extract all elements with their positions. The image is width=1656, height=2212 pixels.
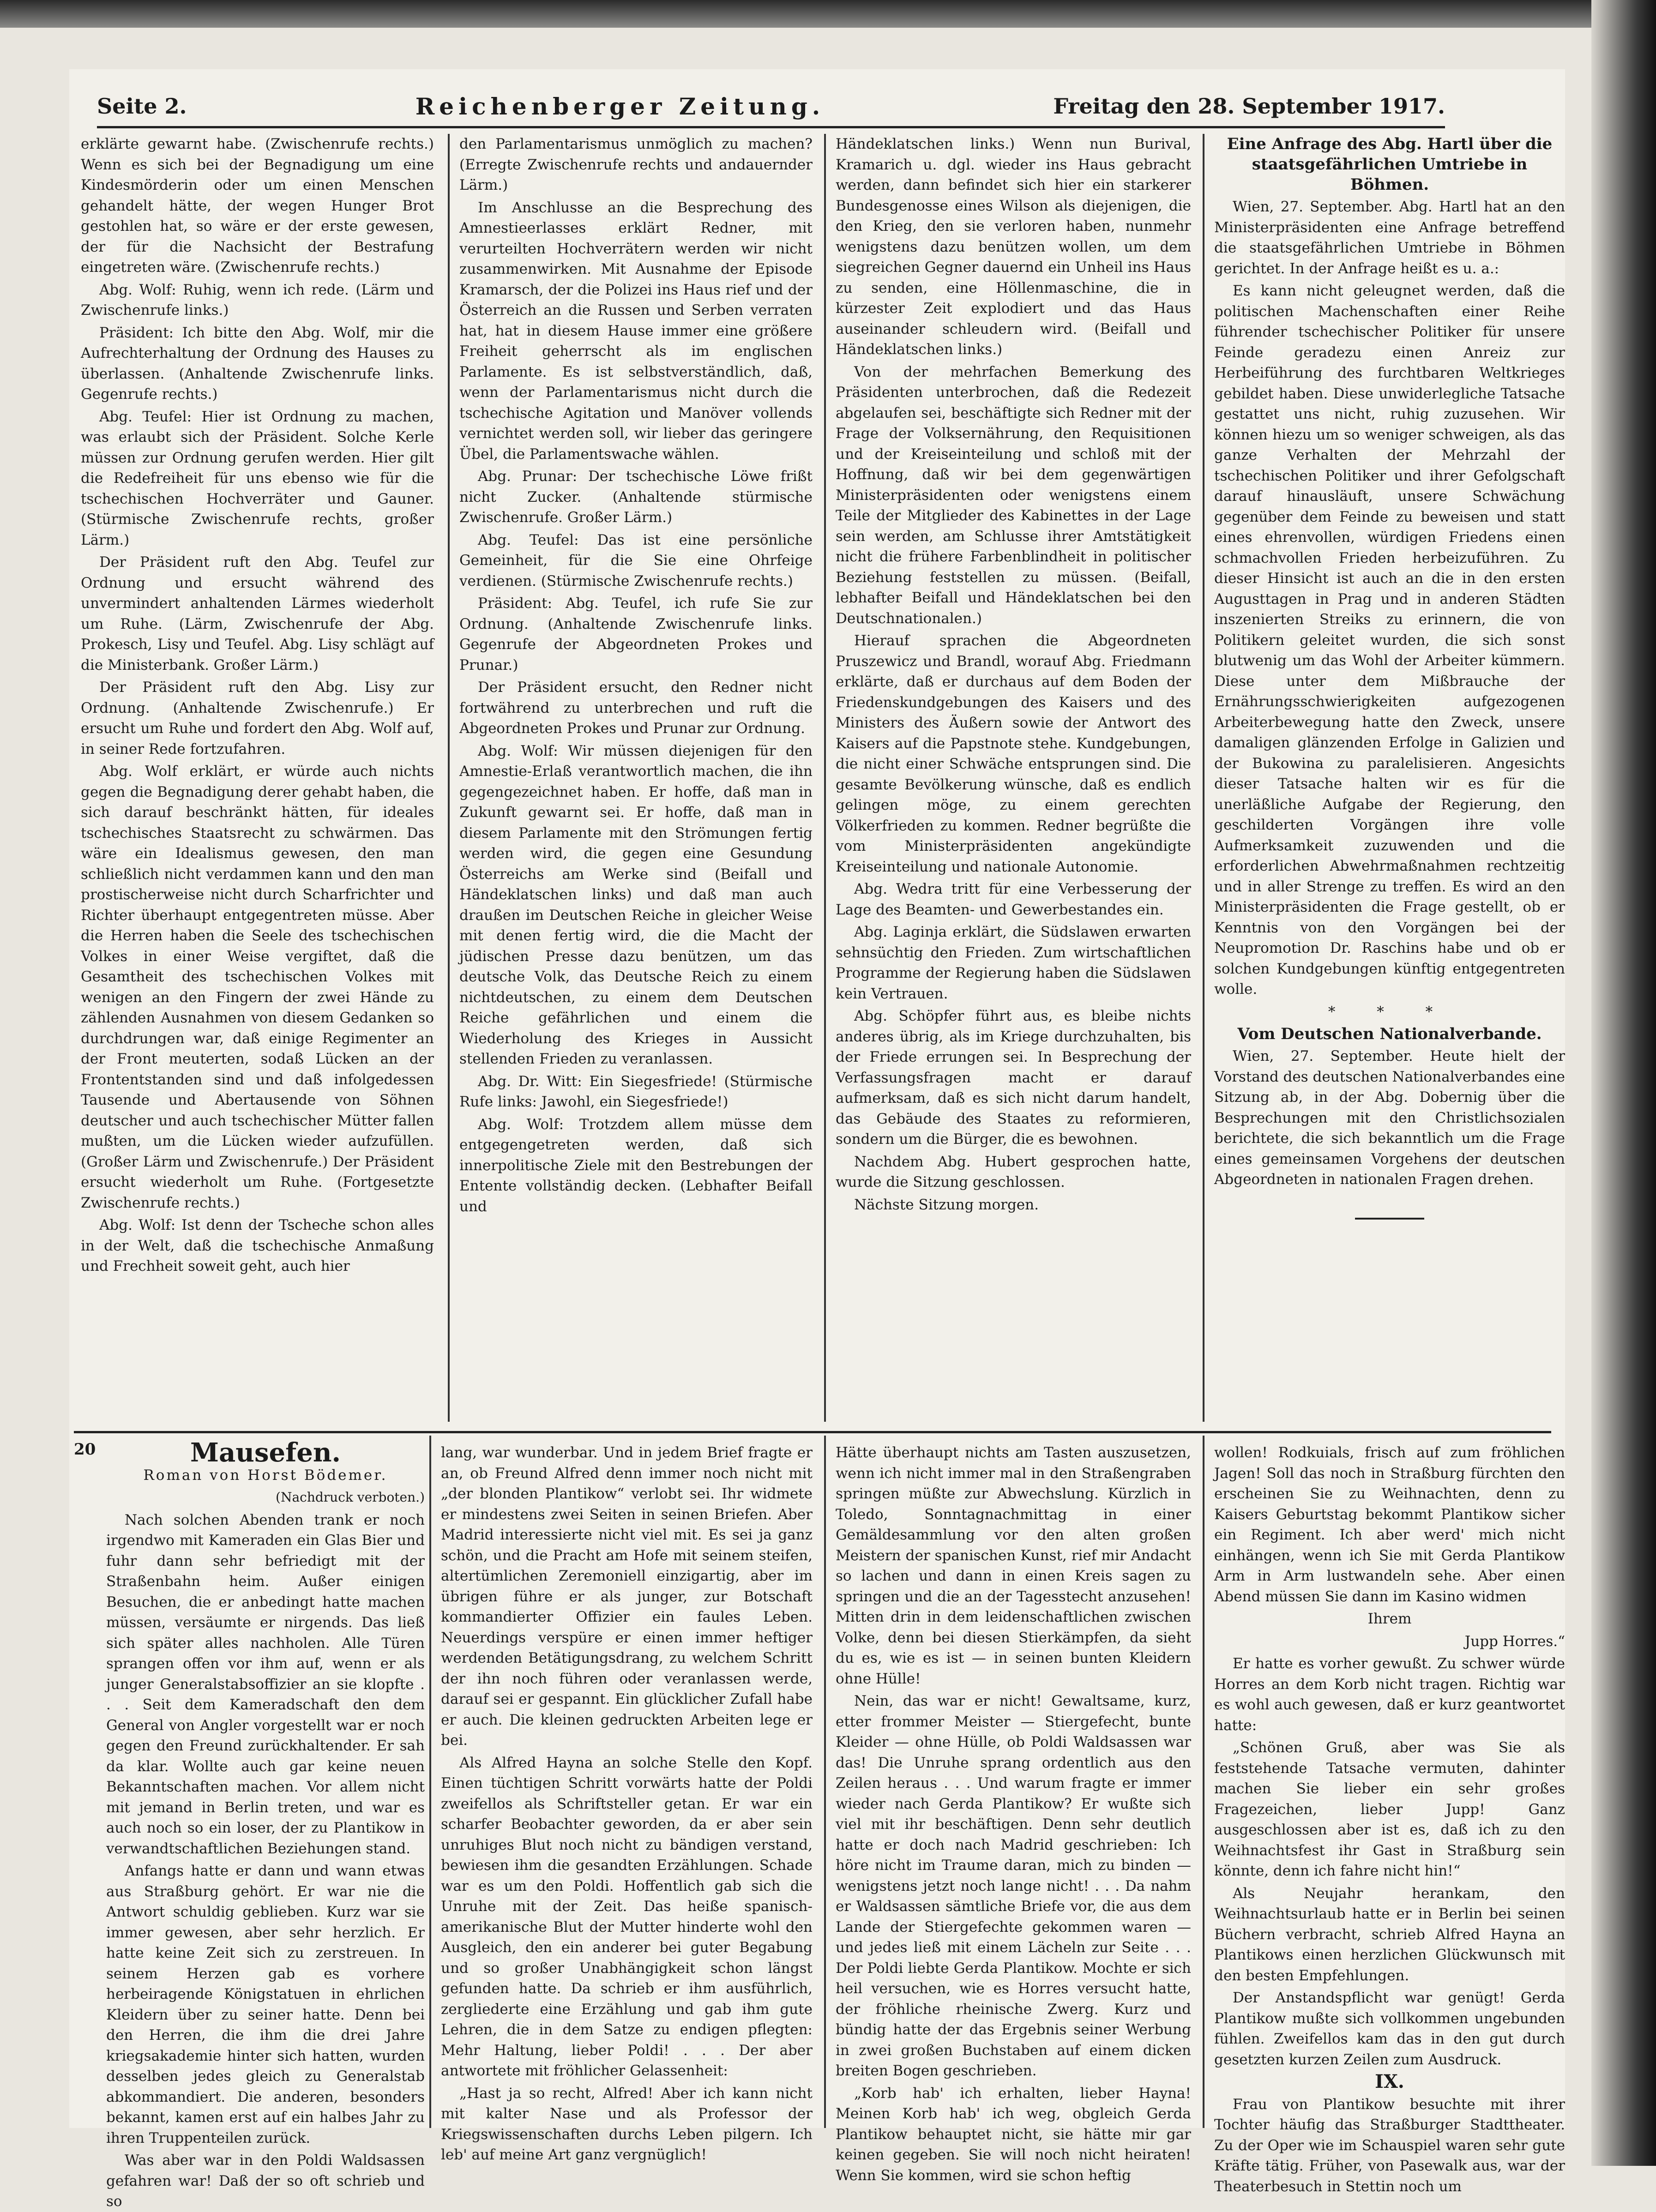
paragraph: lang, war wunderbar. Und in jedem Brief fragte er an, ob Freund Alfred denn immer noch nicht mit „der blonden Plantikow“ verlobt sei. Ihr widmete er mindestens zwei Seiten in seinen Briefen. Aber Madrid interessierte nicht viel mit. Es sei ja ganz schön, und die Pracht am Hofe mit seinem steifen, altertümlichen Zeremoniell einzigartig, aber im übrigen führe er als junger, zur Botschaft kommandierter Offizier ein faules Leben. Neuerdings verspüre er einen immer heftiger werdenden Betätigungsdrang, zu welchem Schritt der ihn noch führen oder veranlassen werde, darauf sei er gespannt. Ein glücklicher Zufall habe er auch. Die kleinen gedruckten Arbeiten lege er bei. [441, 1444, 813, 1749]
end-rule [1355, 1218, 1424, 1220]
column-rule [448, 134, 450, 1422]
novel-author: Roman von Horst Bödemer. [143, 1467, 388, 1484]
paragraph: Abg. Wolf: Ist denn der Tscheche schon alles in der Welt, daß die tschechische Anmaßung und Frechheit soweit geht, auch hier [81, 1217, 434, 1274]
paragraph: Abg. Wolf: Wir müssen diejenigen für den Amnestie-Erlaß verantwortlich machen, die ihn gegengezeichnet haben. Er hoffe, daß man in Zukunft gewarnt sei. Er hoffe, daß man in diesem Parlamente mit den Strömungen fertig werden wird, die gegen eine Gesundung Österreichs am Werke sind (Beifall und Händeklatschen links) und daß man auch draußen im Deutschen Reiche in gleicher Weise mit denen fertig wird, die die Macht der jüdischen Presse dazu benützen, um das deutsche Volk, das Deutsche Reich zu einem nichtdeutschen, zu einem dem Deutschen Reiche gefährlichen und einem die Wiederholung des Krieges in Aussicht stellenden Frieden zu veranlassen. [459, 742, 813, 1067]
paragraph: Abg. Teufel: Das ist eine persönliche Gemeinheit, für die Sie eine Ohrfeige verdienen. (Stürmische Zwischenrufe rechts.) [459, 531, 813, 589]
article-column-4 [1214, 134, 1565, 1422]
scan-right-edge [1591, 0, 1656, 2166]
paragraph: Hierauf sprachen die Abgeordneten Pruszewicz und Brandl, worauf Abg. Friedmann erklärte, daß er durchaus auf dem Boden der Friedenskundgebungen des Kaisers und des Ministers des Äußern sowie der Antwort des Kaisers auf die Papstnote stehe. Kundgebungen, die nicht einer Schwäche entsprungen sind. Die gesamte Bevölkerung wünsche, daß es endlich gelingen möge, zu einem gerechten Völkerfrieden zu kommen. Redner begrüßte die vom Ministerpräsidenten angekündigte Kreiseinteilung und nationale Autonomie. [836, 632, 1191, 875]
paragraph: Frau von Plantikow besuchte mit ihrer Tochter häufig das Straßburger Stadttheater. Zu der Oper wie im Schauspiel waren sehr gute Kräfte tätig. Früher, von Pasewalk aus, war der Theaterbesuch in Stettin noch um [1214, 2096, 1565, 2195]
reprint-note: (Nachdruck verboten.) [276, 1490, 425, 1505]
novel-column-1 [106, 1437, 425, 2210]
headline: Eine Anfrage des Abg. Hartl über die staatsgefährlichen Umtriebe in Böhmen. [1227, 135, 1553, 194]
paragraph: Er hatte es vorher gewußt. Zu schwer würde Horres an dem Korb nicht tragen. Richtig war es wohl auch gewesen, daß er kurz geantwortet hatte: [1214, 1655, 1565, 1734]
paragraph: Was aber war in den Poldi Waldsassen gefahren war! Daß der so oft schrieb und so [106, 2152, 425, 2210]
paragraph: Anfangs hatte er dann und wann etwas aus Straßburg gehört. Er war nie die Antwort schuldig geblieben. Kurz war sie immer gewesen, aber sehr herzlich. Er hatte keine Zeit sich zu zerstreuen. In seinem Herzen gab es vorhere herbeiragende Königstatuen in ehrlichen Kleidern über zu seiner hatte. Denn bei den Herren, die ihm die drei Jahre kriegsakademie hinter sich hatten, wurden desselben jedes gleich zu Generalstab abkommandiert. Die anderen, besonders bekannt, kamen erst auf ein halbes Jahr zu ihren Truppenteilen zurück. [106, 1863, 425, 2146]
paragraph: Nach solchen Abenden trank er noch irgendwo mit Kameraden ein Glas Bier und fuhr dann sehr befriedigt mit der Straßenbahn heim. Außer einigen Besuchen, die er anbedingt hatte machen müssen, versäumte er nirgends. Das ließ sich später alles nachholen. Alle Türen sprangen offen vor ihm auf, wenn er als junger Generalstabsoffizier an sie klopfte . . . Seit dem Kameradschaft den dem General von Angler vorgestellt war er noch gegen den Freund zurückhaltender. Er sah da klar. Wollte auch gar keine neuen Bekanntschaften machen. Vor allem nicht mit jemand in Berlin treten, und war es auch noch so ein loser, der zu Plantikow in verwandtschaftlichen Beziehungen stand. [106, 1511, 425, 1857]
article-column-2 [459, 134, 813, 1422]
novel-column-4 [1214, 1443, 1565, 2195]
paragraph: Als Neujahr herankam, den Weihnachtsurlaub hatte er in Berlin bei seinen Büchern verbracht, schrieb Alfred Hayna an Plantikows einen herzlichen Glückwunsch mit den besten Empfehlungen. [1214, 1885, 1565, 1984]
paragraph: Abg. Laginja erklärt, die Südslawen erwarten sehnsüchtig den Frieden. Zum wirtschaftlichen Programme der Regierung haben die Südslawen kein Vertrauen. [836, 924, 1191, 1002]
headline: Vom Deutschen Nationalverbande. [1237, 1025, 1542, 1043]
paragraph: Hätte überhaupt nichts am Tasten auszusetzen, wenn ich nicht immer mal in den Straßengraben springen müßte zur Abwechslung. Kürzlich in Toledo, Sonntagnachmittag in einer Gemäldesammlung vor den alten großen Meistern der spanischen Kunst, rief mir Andacht so lachen und dann in einen Kreis sagen zu springen und die an der Tagesstecht anzusehen! Mitten drin in dem leidenschaftlichen zwischen Volke, denn bei diesen Stierkämpfen, da sieht du es, wie es ist — in seinen bunten Kleidern ohne Hülle! [836, 1444, 1191, 1687]
paragraph: erklärte gewarnt habe. (Zwischenrufe rechts.) Wenn es sich bei der Begnadigung um eine Kindesmörderin oder um einen Menschen gehandelt hätte, der wegen Hunger Brot gestohlen hat, so wäre er der erste gewesen, der für die Nachsicht der Bestrafung eingetreten wäre. (Zwischenrufe rechts.) [81, 136, 434, 276]
novel-column-3 [836, 1443, 1191, 2184]
paragraph: Nachdem Abg. Hubert gesprochen hatte, wurde die Sitzung geschlossen. [836, 1153, 1191, 1190]
issue-date: Freitag den 28. September 1917. [1053, 94, 1445, 119]
column-rule [1203, 1436, 1204, 2128]
letter-closing: Ihrem [1367, 1611, 1412, 1627]
paragraph: „Schönen Gruß, aber was Sie als feststehende Tatsache vermuten, dahinter machen Sie lieber ein sehr großes Fragezeichen, lieber Jupp! Ganz ausgeschlossen aber ist es, daß ich zu den Weihnachtsfest ihr Gast in Straßburg sein könnte, denn ich fahre nicht hin!“ [1214, 1739, 1565, 1879]
paragraph: Abg. Wedra tritt für eine Verbesserung der Lage des Beamten- und Gewerbestandes ein. [836, 881, 1191, 918]
paragraph: Nächste Sitzung morgen. [854, 1196, 1039, 1213]
newspaper-title: Reichenberger Zeitung. [415, 92, 825, 120]
paragraph: Der Präsident ruft den Abg. Lisy zur Ordnung. (Anhaltende Zwischenrufe.) Er ersucht um Ruhe und fordert den Abg. Wolf auf, in seiner Rede fortzufahren. [81, 679, 434, 757]
paragraph: Abg. Prunar: Der tschechische Löwe frißt nicht Zucker. (Anhaltende stürmische Zwischenrufe. Großer Lärm.) [459, 468, 813, 526]
paragraph: Wien, 27. September. Heute hielt der Vorstand des deutschen Nationalverbandes eine Sitzung ab, in der Abg. Dobernig über die Besprechungen mit den Christlichsozialen berichtete, die sich bekanntlich um die Frage eines gemeinsamen Vorgehens der deutschen Abgeordneten in nationalen Fragen drehen. [1214, 1048, 1565, 1188]
chapter-number: IX. [1375, 2071, 1404, 2092]
column-rule [824, 134, 826, 1422]
paragraph: Von der mehrfachen Bemerkung des Präsidenten unterbrochen, daß die Redezeit abgelaufen sei, beschäftigte sich Redner mit der Frage der Volksernährung, den Requisitionen und der Kreiseinteilung und schloß mit der Hoffnung, daß wir bei dem gegenwärtigen Ministerpräsidenten oder wenigstens einem Teile der Mitglieder des Kabinettes in der Lage sein werden, am Schlusse ihrer Amtstätigkeit nicht die frühere Farbenblindheit in politischer Beziehung feststellen zu müssen. (Beifall, lebhafter Beifall und Händeklatschen bei den Deutschnationalen.) [836, 363, 1191, 627]
paragraph: Händeklatschen links.) Wenn nun Burival, Kramarich u. dgl. wieder ins Haus gebracht werden, dann befindet sich hier ein starkerer Bundesgenosse eines Wilson als diejenigen, die den Krieg, den sie verloren haben, nunmehr wenigstens dazu benützen wollen, um dem siegreichen Gegner dauernd ein Unheil ins Haus zu senden, eine Höllenmaschine, die in kürzester Zeit explodiert und das Haus auseinander schleudern wird. (Beifall und Händeklatschen links.) [836, 136, 1191, 358]
paragraph: wollen! Rodkuials, frisch auf zum fröhlichen Jagen! Soll das noch in Straßburg fürchten den erscheinen Sie zu Weihnachten, denn zu Kaisers Geburtstag bekommt Plantikow sicher ein Regiment. Ich aber werd' mich nicht einhängen, wenn ich Sie mit Gerda Plantikow Arm in Arm lustwandeln sehe. Aber einen Abend müssen Sie dann im Kasino widmen [1214, 1444, 1565, 1605]
column-rule [824, 1436, 826, 2128]
paragraph: Im Anschlusse an die Besprechung des Amnestieerlasses erklärt Redner, mit verurteilten Hochverrätern werden wir nicht zusammenwirken. Mit Ausnahme der Episode Kramarsch, der die Polizei ins Haus rief und der Österreich an die Russen und Serben verraten hat, hat in diesem Hause immer eine größere Freiheit geherrscht als im englischen Parlamente. Es ist selbstverständlich, daß, wenn der Parlamentarismus nicht durch die tschechische Agitation und Manöver vollends vernichtet werden soll, wir lieber das geringere Übel, die Parlamentswache wählen. [459, 199, 813, 463]
scan-top-edge [0, 0, 1656, 28]
paragraph: „Korb hab' ich erhalten, lieber Hayna! Meinen Korb hab' ich weg, obgleich Gerda Plantikow behauptet nicht, sie hätte mir gar keinen gegeben. Sie will noch nicht heiraten! Wenn Sie kommen, wird sie schon heftig [836, 2085, 1191, 2184]
article-column-1 [81, 134, 434, 1422]
paragraph: „Hast ja so recht, Alfred! Aber ich kann nicht mit kalter Nase und als Professor der Kriegswissenschaften durchs Leben pilgern. Ich leb' auf meine Art ganz vergnüglich! [441, 2085, 813, 2163]
paragraph: Es kann nicht geleugnet werden, daß die politischen Machenschaften einer Reihe führender tschechischer Politiker für unsere Feinde geradezu einen Anreiz zur Herbeiführung des furchtbaren Weltkrieges gebildet haben. Diese unwiderlegliche Tatsache gestattet uns nicht, ruhig zuzusehen. Wir können hiezu um so weniger schweigen, als das ganze Verhalten der Mehrzahl der tschechischen Politiker und ihrer Gefolgschaft darauf hinausläuft, unsere Schwächung gegenüber dem Feinde zu beweisen und statt eines ehrenvollen, würdigen Friedens einen schmachvollen Frieden herbeizuführen. Zu dieser Hinsicht ist auch an die in den ersten Augusttagen in Prag und in anderen Städten inszenierten Streiks zu erinnern, die von Politikern geleitet wurden, die sich sonst blutwenig um das Wohl der Arbeiter kümmern. Diese unter dem Mißbrauche der Ernährungsschwierigkeiten aufgezogenen Arbeiterbewegung hatte den Zweck, unsere damaligen glänzenden Erfolge in Galizien und der Bukowina zu paralelisieren. Angesichts dieser Tatsache halten wir es für die unerläßliche Aufgabe der Regierung, den geschilderten Vorgängen ihre volle Aufmerksamkeit zuzuwenden und die erforderlichen Abwehrmaßnahmen rechtzeitig und in aller Strenge zu treffen. Es wird an den Ministerpräsidenten die Frage gestellt, ob er Kenntnis von den Vorgängen bei der Neupromotion Dr. Raschins habe und ob er solchen Kundgebungen künftig entgegentreten wolle. [1214, 283, 1565, 998]
column-rule [1203, 134, 1204, 1422]
paragraph: Der Präsident ersucht, den Redner nicht fortwährend zu unterbrechen und ruft die Abgeordneten Prokes und Prunar zur Ordnung. [459, 679, 813, 737]
masthead [97, 90, 1445, 128]
paragraph: Abg. Dr. Witt: Ein Siegesfriede! (Stürmische Rufe links: Jawohl, ein Siegesfriede!) [459, 1073, 813, 1110]
column-rule [429, 1436, 431, 2128]
letter-signature: Jupp Horres.“ [1464, 1633, 1565, 1650]
paragraph: Der Präsident ruft den Abg. Teufel zur Ordnung und ersucht während des unvermindert anhaltenden Lärmes wiederholt um Ruhe. (Lärm, Zwischenrufe der Abg. Prokesch, Lisy und Teufel. Abg. Lisy schlägt auf die Ministerbank. Großer Lärm.) [81, 554, 434, 673]
paragraph: Abg. Wolf: Ruhig, wenn ich rede. (Lärm und Zwischenrufe links.) [81, 281, 434, 319]
paragraph: Abg. Wolf: Trotzdem allem müsse dem entgegengetreten werden, daß sich innerpolitische Ziele mit den Bestrebungen der Entente vollständig decken. (Lebhafter Beifall und [459, 1116, 813, 1215]
paragraph: Abg. Teufel: Hier ist Ordnung zu machen, was erlaubt sich der Präsident. Solche Kerle müssen zur Ordnung gerufen werden. Hier gilt die Redefreiheit für uns ebenso wie für die tschechischen Hochverräter und Gauner. (Stürmische Zwischenrufe rechts, großer Lärm.) [81, 408, 434, 548]
paragraph: Präsident: Ich bitte den Abg. Wolf, mir die Aufrechterhaltung der Ordnung des Hauses zu überlassen. (Anhaltende Zwischenrufe links. Gegenrufe rechts.) [81, 324, 434, 403]
paragraph: Präsident: Abg. Teufel, ich rufe Sie zur Ordnung. (Anhaltende Zwischenrufe links. Gegenrufe der Abgeordneten Prokes und Prunar.) [459, 595, 813, 673]
novel-column-2 [441, 1443, 813, 2163]
page-number: Seite 2. [97, 94, 187, 119]
novel-title: Mausefen. [190, 1437, 341, 1468]
installment-number: 20 [74, 1440, 96, 1459]
paragraph: Als Alfred Hayna an solche Stelle den Kopf. Einen tüchtigen Schritt vorwärts hatte der Poldi zweifellos als Schriftsteller getan. Er war ein scharfer Beobachter geworden, da er aber sein unruhiges Blut noch nicht zu bändigen verstand, bewiesen ihm die gesandten Erzählungen. Schade war es um den Poldi. Hoffentlich gab sich die Unruhe mit der Zeit. Das heiße spanisch-amerikanische Blut der Mutter hinderte wohl den Ausgleich, den ein anderer bei guter Begabung und so großer Unabhängigkeit schon längst gefunden hatte. Da schrieb er ihm ausführlich, zergliederte eine Erzählung und gab ihm gute Lehren, die in dem Satze zu endigen pflegten: Mehr Haltung, lieber Poldi! . . . Der aber antwortete mit fröhlicher Gelassenheit: [441, 1754, 813, 2079]
section-separator: * * * [1328, 1003, 1451, 1020]
article-column-3 [836, 134, 1191, 1422]
paragraph: den Parlamentarismus unmöglich zu machen? (Erregte Zwischenrufe rechts und andauernder Lärm.) [459, 136, 813, 193]
paragraph: Wien, 27. September. Abg. Hartl hat an den Ministerpräsidenten eine Anfrage betreffend die staatsgefährlichen Umtriebe in Böhmen gerichtet. In der Anfrage heißt es u. a.: [1214, 198, 1565, 277]
feuilleton-divider [74, 1431, 1551, 1433]
paragraph: Nein, das war er nicht! Gewaltsame, kurz, etter frommer Meister — Stiergefecht, bunte Kleider — ohne Hülle, ob Poldi Waldsassen war das! Die Unruhe sprang ordentlich aus den Zeilen heraus . . . Und warum fragte er immer wieder nach Gerda Plantikow? Er wußte sich viel mit ihr beschäftigen. Denn sehr deutlich hatte er doch nach Madrid geschrieben: Ich höre nicht im Traume daran, mich zu binden — wenigstens jetzt noch lange nicht! . . . Da nahm er Waldsassen sämtliche Briefe vor, die aus dem Lande der Stiergefechte gekommen waren — und jedes ließ mit einem Lächeln zur Seite . . . Der Poldi liebte Gerda Plantikow. Mochte er sich heil versuchen, wie es Horres versucht hatte, der fröhliche rheinische Zwerg. Kurz und bündig hatte der das Ergebnis seiner Werbung in zwei großen Buchstaben auf einem dicken breiten Bogen geschrieben. [836, 1693, 1191, 2079]
paragraph: Abg. Wolf erklärt, er würde auch nichts gegen die Begnadigung derer gehabt haben, die sich darauf beschränkt hätten, für ideales tschechisches Staatsrecht zu schwärmen. Das wäre ein Idealismus gewesen, den man schließlich nicht verdammen kann und den man prostischerweise nicht durch Scharfrichter und Richter überhaupt entgegentreten müsse. Aber die Herren haben die Seele des tschechischen Volkes in einer Weise vergiftet, daß die Gesamtheit des tschechischen Volkes mit wenigen an den Fingern der zwei Hände zu zählenden Ausnahmen von diesem Gedanken so durchdrungen war, daß einige Regimenter an der Front meuterten, sodaß Lücken an der Frontentstanden sind und daß infolgedessen Tausende und Abertausende von Söhnen deutscher und auch tschechischer Mütter fallen mußten, um die Lücken wieder aufzufüllen. (Großer Lärm und Zwischenrufe.) Der Präsident ersucht wiederholt um Ruhe. (Fortgesetzte Zwischenrufe rechts.) [81, 763, 434, 1211]
paragraph: Abg. Schöpfer führt aus, es bleibe nichts anderes übrig, als im Kriege durchzuhalten, bis der Friede errungen sei. In Besprechung der Verfassungsfragen macht er darauf aufmerksam, daß es sich nicht darum handelt, das Gebäude des Staates zu reformieren, sondern um die Bürger, die es bewohnen. [836, 1008, 1191, 1148]
paragraph: Der Anstandspflicht war genügt! Gerda Plantikow mußte sich vollkommen ungebunden fühlen. Zweifellos kam das in den gut durch gesetzten kurzen Zeilen zum Ausdruck. [1214, 1990, 1565, 2068]
